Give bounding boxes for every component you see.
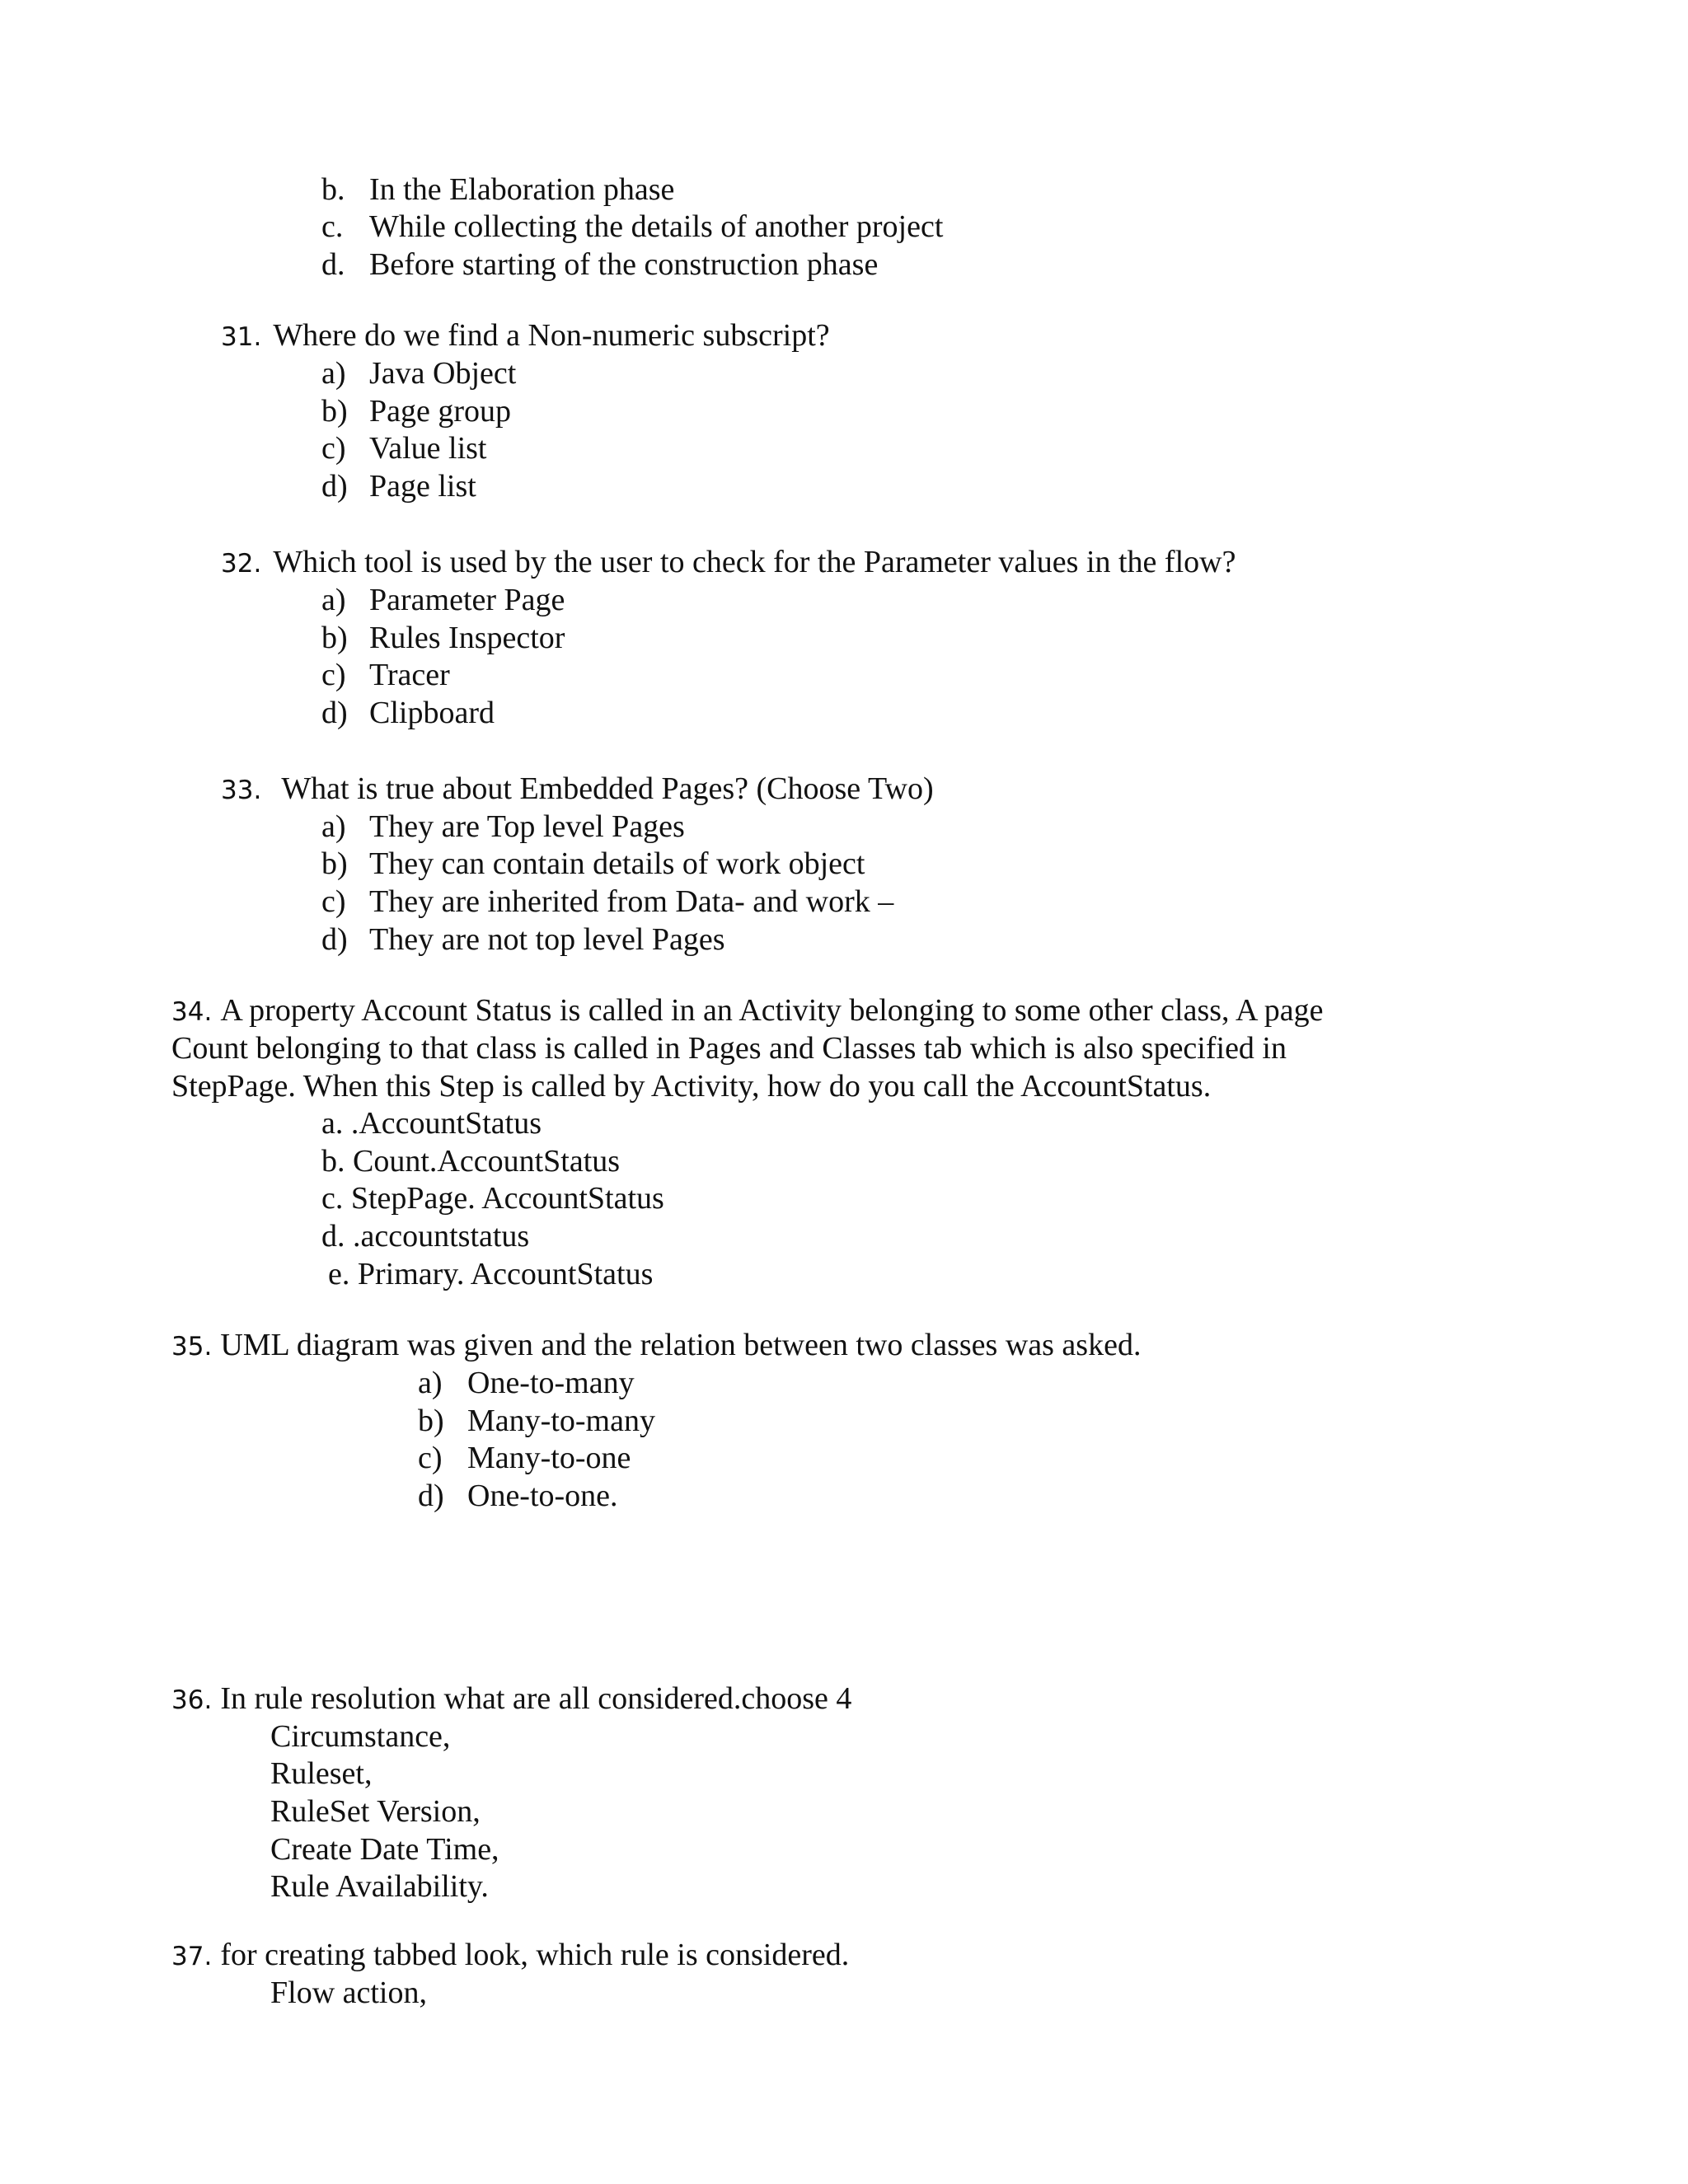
- q37-number: 37.: [171, 1942, 213, 1971]
- q32-number: 32.: [221, 549, 262, 579]
- q34-option-c: c. StepPage. AccountStatus: [321, 1181, 664, 1216]
- q32-option-b: b) Rules Inspector: [321, 621, 565, 655]
- q33-option-a: a) They are Top level Pages: [321, 809, 685, 844]
- q31-number: 31.: [221, 322, 262, 352]
- q36-answer-4: Create Date Time,: [270, 1832, 499, 1867]
- q36-answer-5: Rule Availability.: [270, 1869, 489, 1904]
- q34-question-line-2: Count belonging to that class is called in Pages and Classes tab which is also specified in: [171, 1031, 1287, 1066]
- q36-number: 36.: [171, 1685, 213, 1715]
- q31-question: 31. Where do we find a Non-numeric subscript?: [221, 318, 830, 353]
- q34-option-a: a. .AccountStatus: [321, 1106, 542, 1141]
- q33-number: 33.: [221, 776, 262, 805]
- q33-question: 33. What is true about Embedded Pages? (Choose Two): [221, 771, 934, 806]
- q36-answer-2: Ruleset,: [270, 1756, 373, 1791]
- q31-option-c: c) Value list: [321, 431, 487, 466]
- q34-option-e: e. Primary. AccountStatus: [328, 1257, 654, 1291]
- q34-question-line-3: StepPage. When this Step is called by Activity, how do you call the AccountStatus.: [171, 1069, 1212, 1104]
- q35-option-b: b) Many-to-many: [418, 1404, 655, 1438]
- q35-option-c: c) Many-to-one: [418, 1441, 631, 1475]
- q35-number: 35.: [171, 1332, 213, 1361]
- q34-question-line-1: 34. A property Account Status is called in an Activity belonging to some other class, A page: [171, 993, 1324, 1028]
- q30-option-c: c. While collecting the details of another project: [321, 209, 944, 244]
- q31-option-a: a) Java Object: [321, 356, 517, 391]
- q35-question: 35. UML diagram was given and the relation between two classes was asked.: [171, 1328, 1142, 1362]
- q36-answer-3: RuleSet Version,: [270, 1794, 481, 1829]
- q32-option-a: a) Parameter Page: [321, 583, 565, 617]
- q31-option-b: b) Page group: [321, 394, 512, 429]
- q37-question: 37. for creating tabbed look, which rule is considered.: [171, 1938, 850, 1972]
- q33-option-d: d) They are not top level Pages: [321, 922, 725, 957]
- q37-answer-1: Flow action,: [270, 1975, 427, 2010]
- q30-option-d: d. Before starting of the construction phase: [321, 247, 879, 282]
- q32-option-c: c) Tracer: [321, 658, 450, 692]
- q36-question: 36. In rule resolution what are all considered.choose 4: [171, 1681, 852, 1716]
- q34-option-d: d. .accountstatus: [321, 1219, 530, 1254]
- q30-option-b: b. In the Elaboration phase: [321, 172, 675, 207]
- q33-option-c: c) They are inherited from Data- and work –: [321, 884, 894, 919]
- q31-option-d: d) Page list: [321, 469, 476, 504]
- q33-option-b: b) They can contain details of work object: [321, 846, 865, 881]
- q35-option-a: a) One-to-many: [418, 1366, 635, 1400]
- q32-question: 32. Which tool is used by the user to check for the Parameter values in the flow?: [221, 545, 1236, 579]
- q32-option-d: d) Clipboard: [321, 696, 495, 730]
- q36-answer-1: Circumstance,: [270, 1719, 451, 1754]
- q35-option-d: d) One-to-one.: [418, 1479, 618, 1513]
- q34-number: 34.: [171, 997, 213, 1027]
- q34-option-b: b. Count.AccountStatus: [321, 1144, 621, 1179]
